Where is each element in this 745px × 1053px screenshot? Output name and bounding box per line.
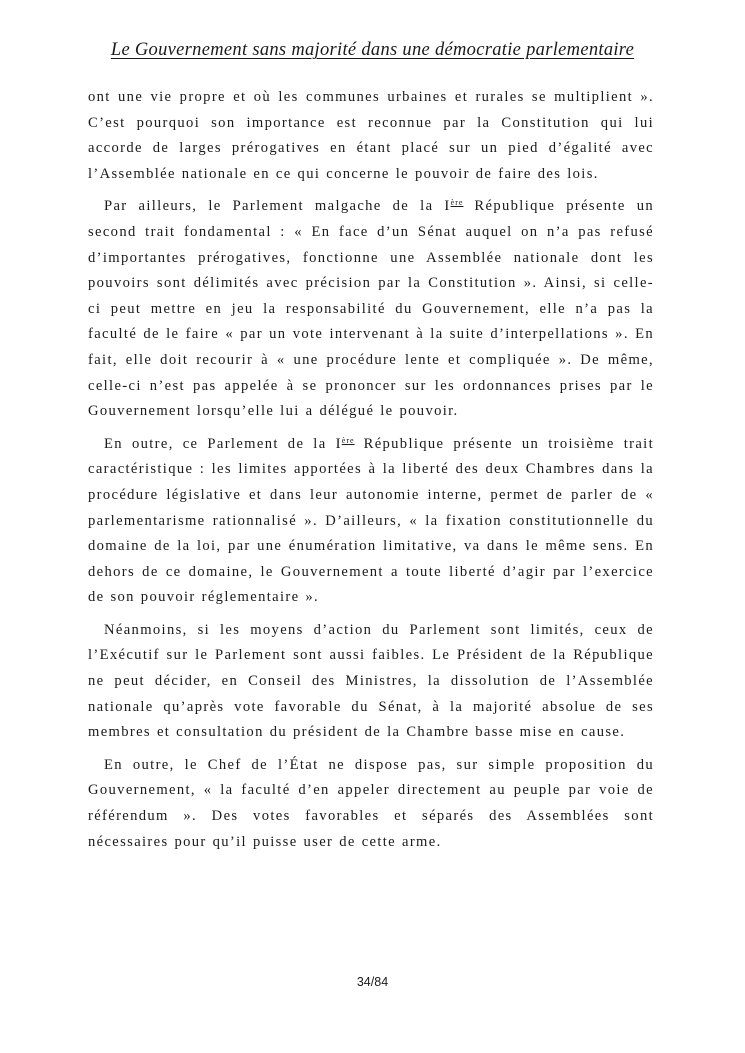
paragraph-1: ont une vie propre et où les communes urbaines et rurales se multiplient ». C’est pourquoi son importance est reconnue par la Constitution qui lui accorde de larges prérogatives en étant placé sur un pied d’égalité avec l’Assemblée nationale en ce qui concerne le pouvoir de faire des lois. bbox=[88, 89, 654, 182]
paragraph-2-start: Par ailleurs, le Parlement malgache de la I bbox=[104, 198, 451, 215]
running-header-title: Le Gouvernement sans majorité dans une démocratie parlementaire bbox=[110, 40, 635, 60]
paragraph-2-rest: République présente un second trait fondamental : « En face d’un Sénat auquel on n’a pas refusé d’importantes prérogatives, fonctionne une Assemblée nationale dont les pouvoirs sont délimités avec précision par la Constitution ». Ainsi, si celle-ci peut mettre en jeu la responsabilité du Gouvernement, elle n’a pas la faculté de le faire « par un vote intervenant à la suite d’interpellations ». En fait, elle doit recourir à « une procédure lente et compliquée ». De même, celle-ci n’est pas appelée à se prononcer sur les ordonnances prises par le Gouvernement lorsqu’elle lui a délégué le pouvoir. bbox=[88, 198, 654, 420]
ordinal-superscript: ère bbox=[450, 198, 464, 208]
ordinal-superscript: ère bbox=[341, 435, 355, 445]
paragraph-2 bbox=[88, 194, 654, 424]
paragraph-3-rest: République présente un troisième trait caractéristique : les limites apportées à la liberté des deux Chambres dans la procédure législative et dans leur autonomie interne, permet de parler de « parlementarisme rationnalisé ». D’ailleurs, « la fixation constitutionnelle du domaine de la loi, par une énumération limitative, va dans le même sens. En dehors de ce domaine, le Gouvernement a toute liberté d’agir par l’exercice de son pouvoir réglementaire ». bbox=[88, 435, 654, 606]
paragraph-5: En outre, le Chef de l’État ne dispose pas, sur simple proposition du Gouvernement, « la faculté d’en appeler directement au peuple par voie de référendum ». Des votes favorables et séparés des Assemblées sont nécessaires pour qu’il puisse user de cette arme. bbox=[88, 756, 654, 850]
paragraph-3 bbox=[88, 432, 654, 611]
body-text bbox=[88, 85, 654, 862]
page-number: 34/84 bbox=[356, 975, 389, 989]
paragraph-4: Néanmoins, si les moyens d’action du Parlement sont limités, ceux de l’Exécutif sur le Parlement sont aussi faibles. Le Président de la République ne peut décider, en Conseil des Ministres, la dissolution de l’Assemblée nationale qu’après vote favorable du Sénat, à la majorité absolue de ses membres et consultation du président de la Chambre basse mise en cause. bbox=[88, 621, 654, 741]
paragraph-3-start: En outre, ce Parlement de la I bbox=[104, 435, 342, 452]
